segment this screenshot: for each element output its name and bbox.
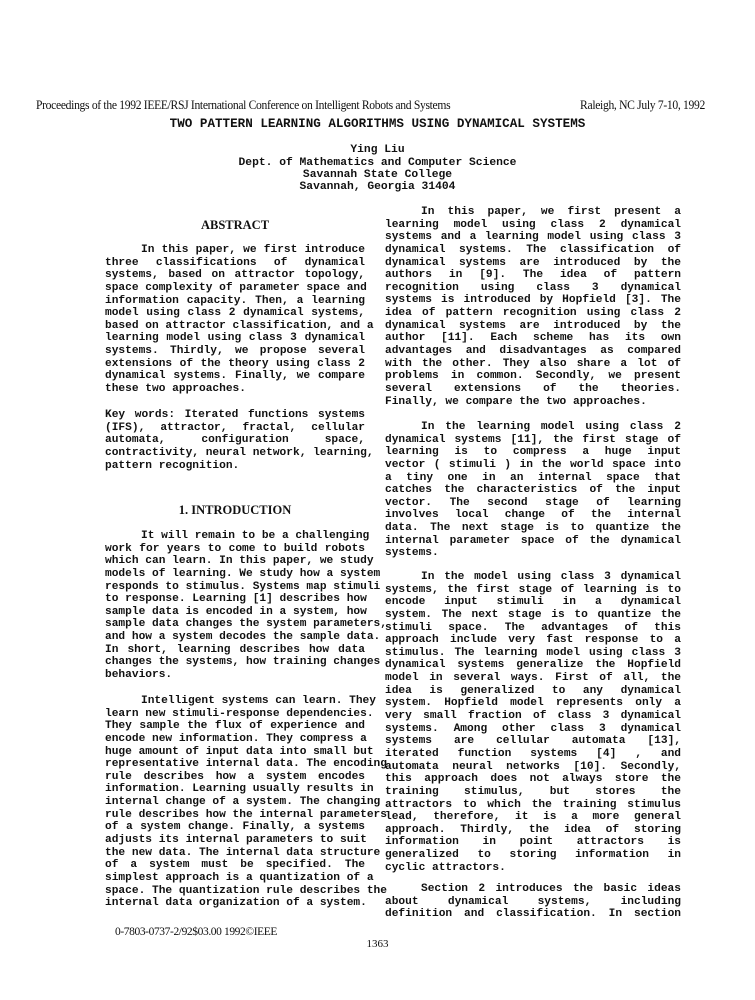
text-line: learning is to compress a huge input xyxy=(385,446,681,459)
text-line: system. Hopfield model represents only a xyxy=(385,697,681,710)
text-line: with the other. They also share a lot of xyxy=(385,357,681,370)
text-line: three classifications of dynamical xyxy=(105,256,365,269)
text-line: approach. Thirdly, the idea of storing xyxy=(385,823,681,836)
text-line: responds to stimulus. Systems map stimuli xyxy=(105,580,381,593)
text-line: system. The next stage is to quantize the xyxy=(385,608,681,621)
text-line: models of learning. We study how a system xyxy=(105,567,381,580)
text-line: Finally, we compare the two approaches. xyxy=(385,395,647,408)
text-line: model using class 2 dynamical systems, xyxy=(105,307,365,320)
text-line: encode new information. They compress a xyxy=(105,732,367,745)
text-line: space complexity of parameter space and xyxy=(105,281,367,294)
author-dept: Dept. of Mathematics and Computer Science xyxy=(238,157,517,169)
text-line: rule describes how a system encodes xyxy=(105,770,365,783)
intro-paragraph-3 xyxy=(385,206,681,408)
text-line: systems. Among other class 3 dynamical xyxy=(385,722,681,735)
text-line: changes the systems, how training changes xyxy=(105,656,381,669)
text-line: In this paper, we first introduce xyxy=(141,244,365,256)
text-line: internal parameter space of the dynamical xyxy=(385,534,681,547)
text-line: catches the characteristics of the input xyxy=(385,484,681,497)
text-line: information. Learning usually results in xyxy=(105,783,374,796)
text-line: idea is generalized to any dynamical xyxy=(385,684,681,697)
text-line: approach include very fast response to a xyxy=(385,634,681,647)
text-line: this approach does not always store the xyxy=(385,773,681,786)
text-line: generalized to storing information in xyxy=(385,849,681,862)
text-line: systems, the first stage of learning is to xyxy=(385,583,681,596)
text-line: these two approaches. xyxy=(105,383,246,396)
text-line: based on attractor classification, and a xyxy=(105,319,374,332)
text-line: systems. Thirdly, we propose several xyxy=(105,345,365,358)
text-line: huge amount of input data into small but xyxy=(105,745,374,758)
text-line: In the model using class 3 dynamical xyxy=(421,571,681,583)
text-line: internal data organization of a system. xyxy=(105,897,367,910)
text-line: space. The quantization rule describes the xyxy=(105,884,387,897)
text-line: dynamical systems [11], the first stage of xyxy=(385,433,681,446)
text-line: stimulus. The learning model using class 3 xyxy=(385,646,681,659)
section-heading-introduction: 1. INTRODUCTION xyxy=(178,503,292,517)
abstract-heading: ABSTRACT xyxy=(200,218,270,232)
text-line: encode input stimuli in a dynamical xyxy=(385,596,681,609)
text-line: automata neural networks [10]. Secondly, xyxy=(385,760,681,773)
text-line: It will remain to be a challenging xyxy=(141,530,370,542)
text-line: the new data. The internal data structure xyxy=(105,846,381,859)
text-line: In this paper, we first present a xyxy=(421,206,681,218)
text-line: to response. Learning [1] describes how xyxy=(105,593,367,606)
text-line: several extensions of the theories. xyxy=(385,382,681,395)
text-line: model in several ways. First of all, the xyxy=(385,672,681,685)
text-line: dynamical systems generalize the Hopfield xyxy=(385,659,681,672)
text-line: very small fraction of class 3 dynamical xyxy=(385,710,681,723)
text-line: cyclic attractors. xyxy=(385,861,506,874)
text-line: rule describes how the internal parameters xyxy=(105,808,387,821)
text-line: They sample the flux of experience and xyxy=(105,720,365,733)
location-date: Raleigh, NC July 7-10, 1992 xyxy=(580,98,705,112)
text-line: author [11]. Each scheme has its own xyxy=(385,332,681,345)
text-line: data. The next stage is to quantize the xyxy=(385,522,681,535)
text-line: systems. xyxy=(385,547,439,560)
text-line: systems are cellular automata [13], xyxy=(385,735,681,748)
text-line: lead, therefore, it is a more general xyxy=(385,811,681,824)
text-line: stimuli space. The advantages of this xyxy=(385,621,681,634)
text-line: information capacity. Then, a learning xyxy=(105,294,365,307)
proceedings-name: Proceedings of the 1992 IEEE/RSJ International Conference on Intelligent Robots and Systems xyxy=(36,98,451,112)
text-line: sample data changes the system parameters, xyxy=(105,618,387,631)
text-line: iterated function systems [4] , and xyxy=(385,747,681,760)
text-line: problems in common. Secondly, we present xyxy=(385,370,681,383)
text-line: training stimulus, but stores the xyxy=(385,785,681,798)
text-line: sample data is encoded in a system, how xyxy=(105,605,367,618)
text-line: information in point attractors is xyxy=(385,836,681,849)
text-line: advantages and disadvantages as compared xyxy=(385,345,681,358)
paper-title: TWO PATTERN LEARNING ALGORITHMS USING DYNAMICAL SYSTEMS xyxy=(169,117,586,131)
abstract-body xyxy=(105,244,374,396)
author-name: Ying Liu xyxy=(350,144,405,156)
proceedings-header xyxy=(36,98,705,113)
text-line: a tiny one in an internal space that xyxy=(385,471,681,484)
text-line: of a system must be specified. The xyxy=(105,859,365,872)
text-line: involves local change of the internal xyxy=(385,509,681,522)
text-line: systems is introduced by Hopfield [3]. The xyxy=(385,294,681,307)
intro-paragraph-1 xyxy=(105,530,387,682)
intro-paragraph-6 xyxy=(385,883,681,921)
author-college: Savannah State College xyxy=(302,169,453,181)
author-address: Savannah, Georgia 31404 xyxy=(299,181,456,193)
text-line: learning model using class 2 dynamical xyxy=(385,218,681,231)
text-line: extensions of the theory using class 2 xyxy=(105,357,365,370)
text-line: vector ( stimuli ) in the world space into xyxy=(385,458,681,471)
text-line: Section 2 introduces the basic ideas xyxy=(421,883,681,895)
text-line: work for years to come to build robots xyxy=(105,542,365,555)
text-line: vector. The second stage of learning xyxy=(385,496,681,509)
text-line: dynamical systems. The classification of xyxy=(385,243,681,256)
keywords xyxy=(105,409,374,472)
text-line: definition and classification. In section xyxy=(385,908,681,921)
text-line: which can learn. In this paper, we study xyxy=(105,555,374,568)
text-line: In short, learning describes how data xyxy=(105,643,365,656)
text-line: (IFS), attractor, fractal, cellular xyxy=(105,421,365,434)
text-line: In the learning model using class 2 xyxy=(421,421,681,433)
text-line: of a system change. Finally, a systems xyxy=(105,821,365,834)
text-line: dynamical systems are introduced by the xyxy=(385,319,681,332)
text-line: Intelligent systems can learn. They xyxy=(141,695,376,707)
text-line: representative internal data. The encoding xyxy=(105,758,387,771)
text-line: automata, configuration space, xyxy=(105,434,365,447)
text-line: and how a system decodes the sample data. xyxy=(105,631,381,644)
text-line: recognition using class 3 dynamical xyxy=(385,281,681,294)
text-line: dynamical systems are introduced by the xyxy=(385,256,681,269)
text-line: learning model using class 3 dynamical xyxy=(105,332,365,345)
text-line: systems and a learning model using class 3 xyxy=(385,231,681,244)
text-line: learn new stimuli-response dependencies. xyxy=(105,707,374,720)
text-line: dynamical systems. Finally, we compare xyxy=(105,370,365,383)
intro-paragraph-5 xyxy=(385,571,681,874)
text-line: pattern recognition. xyxy=(105,459,240,472)
text-line: Key words: Iterated functions systems xyxy=(105,409,365,421)
page-number: 1363 xyxy=(366,938,389,950)
intro-paragraph-2 xyxy=(105,695,387,910)
intro-paragraph-4 xyxy=(385,421,681,560)
text-line: internal change of a system. The changing xyxy=(105,796,381,809)
text-line: idea of pattern recognition using class 2 xyxy=(385,307,681,320)
text-line: systems, based on attractor topology, xyxy=(105,269,365,282)
text-line: authors in [9]. The idea of pattern xyxy=(385,269,681,282)
text-line: simplest approach is a quantization of a xyxy=(105,871,374,884)
copyright-code: 0-7803-0737-2/92$03.00 1992©IEEE xyxy=(115,926,278,938)
text-line: about dynamical systems, including xyxy=(385,895,681,908)
text-line: adjusts its internal parameters to suit xyxy=(105,834,367,847)
text-line: contractivity, neural network, learning, xyxy=(105,446,374,459)
text-line: behaviors. xyxy=(105,669,173,682)
text-line: attractors to which the training stimulus xyxy=(385,798,681,811)
